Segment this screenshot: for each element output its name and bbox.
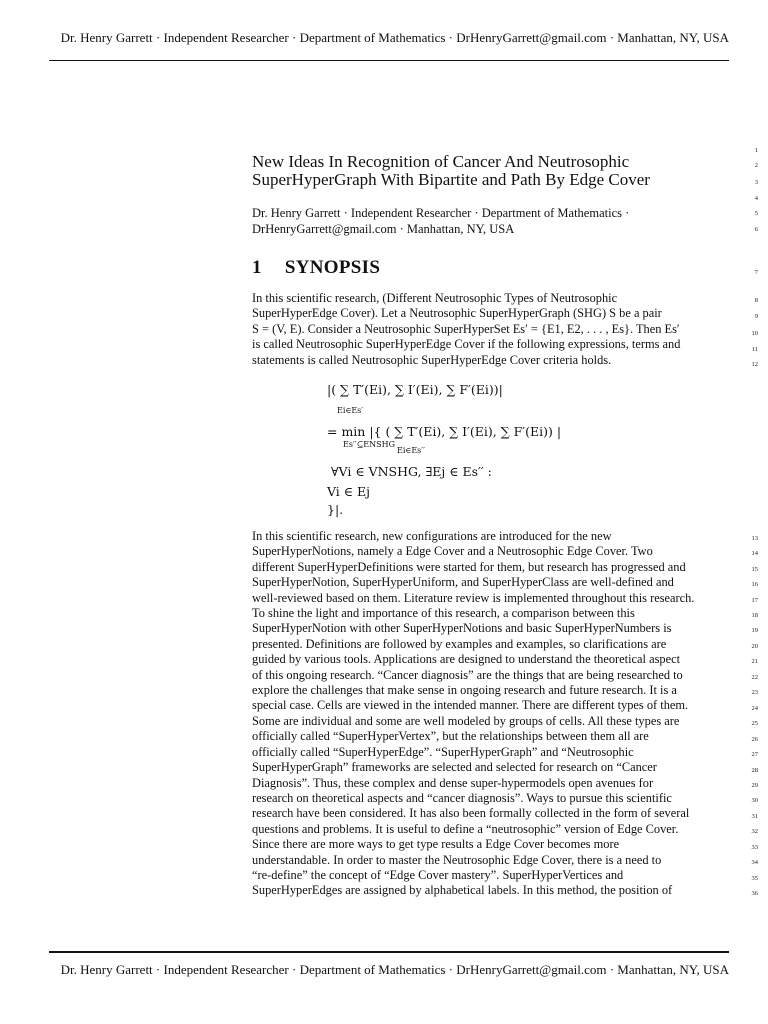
equation-subscript: Ei∈Es′ xyxy=(337,406,364,415)
author-line: DrHenryGarrett@gmail.com · Manhattan, NY, USA xyxy=(252,222,515,236)
section-title: SYNOPSIS xyxy=(284,257,381,278)
section-number: 1 xyxy=(252,257,262,278)
line-number: 2 xyxy=(754,162,758,169)
line-number: 7 xyxy=(754,269,758,276)
line-number: 17 xyxy=(751,597,758,604)
text-line: is called Neutrosophic SuperHyperEdge Cover if the following expressions, terms and xyxy=(252,337,681,352)
line-number: 6 xyxy=(754,226,758,233)
text-line: SuperHyperNotion, SuperHyperUniform, and SuperHyperClass are well-defined and xyxy=(252,575,674,590)
text-line: SuperHyperEdge Cover). Let a Neutrosophic SuperHyperGraph (SHG) S be a pair xyxy=(252,306,662,321)
synopsis-paragraph xyxy=(252,291,728,368)
text-line: understandable. In order to master the Neutrosophic Edge Cover, there is a need to xyxy=(252,852,662,867)
line-number: 19 xyxy=(751,627,758,634)
text-line: different SuperHyperDefinitions were started for them, but research has progressed and xyxy=(252,559,686,574)
equation-row: Vi ∈ Ej xyxy=(327,484,371,499)
line-number: 4 xyxy=(754,195,758,202)
line-number: 13 xyxy=(751,535,758,542)
body-paragraph xyxy=(252,529,728,899)
text-line: Some are individual and some are well modeled by groups of cells. All these types are xyxy=(252,713,680,728)
text-line: guided by various tools. Applications are designed to understand the theoretical aspect xyxy=(252,652,681,667)
line-number: 30 xyxy=(751,797,758,804)
title-line: SuperHyperGraph With Bipartite and Path By Edge Cover xyxy=(252,170,650,189)
text-line: “re-define” the concept of “Edge Cover mastery”. SuperHyperVertices and xyxy=(252,867,624,882)
line-number: 33 xyxy=(751,844,758,851)
text-line: S = (V, E). Consider a Neutrosophic SuperHyperSet Es′ = {E1, E2, . . . , Es}. Then Es′ xyxy=(252,321,680,336)
text-line: presented. Definitions are followed by examples and examples, so clarifications are xyxy=(252,636,667,651)
equation-row: }|. xyxy=(327,502,344,517)
text-line: In this scientific research, new configurations are introduced for the new xyxy=(252,529,612,543)
text-line: of this ongoing research. “Cancer diagnosis” are the things that are being researched to xyxy=(252,667,683,682)
equation-row: ∀Vi ∈ VNSHG, ∃Ej ∈ Es′′ : xyxy=(331,464,492,479)
author-block xyxy=(252,205,712,237)
line-number: 21 xyxy=(751,658,758,665)
line-number: 36 xyxy=(751,890,758,897)
title-line: New Ideas In Recognition of Cancer And Neutrosophic xyxy=(252,152,630,171)
line-number: 14 xyxy=(751,550,758,557)
text-line: research on theoretical aspects and “cancer diagnosis”. Ways to pursue this scientific xyxy=(252,790,672,805)
line-number: 10 xyxy=(751,330,758,337)
line-number: 16 xyxy=(751,581,758,588)
text-line: officially called “SuperHyperEdge”. “SuperHyperGraph” and “Neutrosophic xyxy=(252,744,634,759)
paper-title xyxy=(252,153,732,189)
line-number: 1 xyxy=(754,147,758,154)
line-number: 34 xyxy=(751,859,758,866)
author-line: Dr. Henry Garrett · Independent Researcher · Department of Mathematics · xyxy=(252,206,630,220)
line-number: 27 xyxy=(751,751,758,758)
text-line: research have been considered. It has also been formally collected in the form of several xyxy=(252,806,690,821)
text-line: explore the challenges that make sense in ongoing research and future research. It is a xyxy=(252,683,677,698)
line-number: 11 xyxy=(751,346,758,353)
line-number: 3 xyxy=(754,179,758,186)
line-number: 29 xyxy=(751,782,758,789)
section-heading xyxy=(252,257,380,279)
text-line: well-reviewed based on them. Literature review is implemented throughout this research. xyxy=(252,590,695,605)
line-number: 18 xyxy=(751,612,758,619)
header-rule xyxy=(49,60,729,61)
text-line: To shine the light and importance of this research, a comparison between this xyxy=(252,606,635,621)
line-number: 20 xyxy=(751,643,758,650)
line-number: 24 xyxy=(751,705,758,712)
text-line: statements is called Neutrosophic SuperHyperEdge Cover criteria holds. xyxy=(252,352,612,367)
line-number: 23 xyxy=(751,689,758,696)
page-footer: Dr. Henry Garrett · Independent Researcher · Department of Mathematics · DrHenryGarrett@gmail.com · Manhattan, NY, USA xyxy=(60,962,729,977)
line-number: 22 xyxy=(751,674,758,681)
line-number: 31 xyxy=(751,813,758,820)
text-line: special case. Cells are viewed in the intended manner. There are different types of them. xyxy=(252,698,689,713)
line-number: 32 xyxy=(751,828,758,835)
text-line: In this scientific research, (Different Neutrosophic Types of Neutrosophic xyxy=(252,291,618,305)
text-line: Diagnosis”. Thus, these complex and dense super-hypermodels open avenues for xyxy=(252,775,654,790)
footer-rule xyxy=(49,951,729,953)
text-line: questions and problems. It is useful to define a “neutrosophic” version of Edge Cover. xyxy=(252,821,679,836)
line-number: 15 xyxy=(751,566,758,573)
text-line: SuperHyperGraph” frameworks are selected and selected for research on “Cancer xyxy=(252,760,657,775)
line-number: 8 xyxy=(754,297,758,304)
text-line: officially called “SuperHyperVertex”, but the relationships between them all are xyxy=(252,729,649,744)
line-number: 26 xyxy=(751,736,758,743)
line-number: 35 xyxy=(751,875,758,882)
equation-row: |( ∑ T′(Ei), ∑ I′(Ei), ∑ F′(Ei))| xyxy=(327,382,503,397)
equation-row: = min |{ ( ∑ T′(Ei), ∑ I′(Ei), ∑ F′(Ei)) | xyxy=(327,424,562,439)
line-number: 5 xyxy=(754,210,758,217)
line-number: 12 xyxy=(751,361,758,368)
line-number: 28 xyxy=(751,767,758,774)
text-line: SuperHyperEdges are assigned by alphabetical labels. In this method, the position of xyxy=(252,883,673,898)
text-line: SuperHyperNotion with other SuperHyperNotions and basic SuperHyperNumbers is xyxy=(252,621,672,636)
text-line: SuperHyperNotions, namely a Edge Cover and a Neutrosophic Edge Cover. Two xyxy=(252,544,653,559)
line-number: 9 xyxy=(754,313,758,320)
equation-subscript: Ei∈Es′′ xyxy=(397,446,425,455)
page-header: Dr. Henry Garrett · Independent Researcher · Department of Mathematics · DrHenryGarrett@gmail.com · Manhattan, NY, USA xyxy=(60,30,729,45)
text-line: Since there are more ways to get type results a Edge Cover becomes more xyxy=(252,837,620,852)
line-number: 25 xyxy=(751,720,758,727)
equation-subscript: Es′′⊆ENSHG xyxy=(343,440,395,449)
